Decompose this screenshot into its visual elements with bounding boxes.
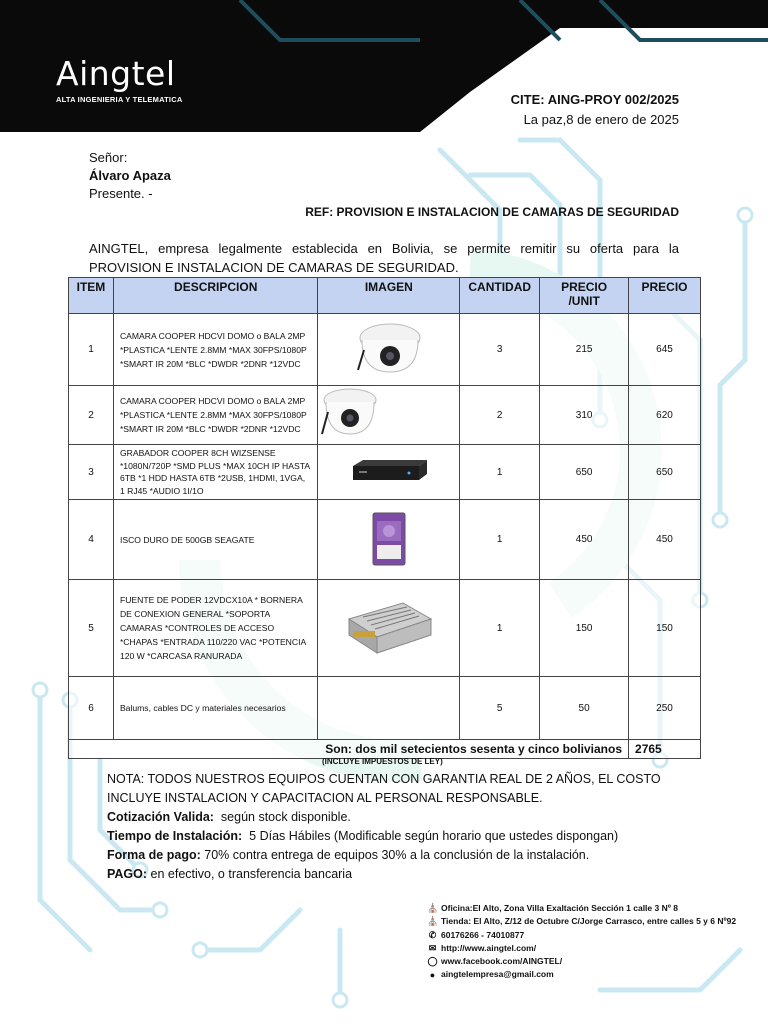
validity-line xyxy=(107,808,707,827)
dome-camera-image xyxy=(318,386,378,442)
validity-value: según stock disponible. xyxy=(220,810,351,824)
company-logo xyxy=(56,55,182,104)
cell-item: 4 xyxy=(69,500,114,580)
facebook-icon: ● xyxy=(429,969,436,980)
cell-precio-unit: 50 xyxy=(540,677,629,740)
store-text: Tienda: El Alto, Z/12 de Octubre C/Jorge Carrasco, entre calles 5 y 6 Nº92 xyxy=(441,916,737,927)
cell-imagen xyxy=(318,677,460,740)
intro-paragraph: AINGTEL, empresa legalmente establecida en Bolivia, se permite remitir su oferta para la PROVISION E INSTALACION DE CAMARAS DE SEGURIDAD. xyxy=(89,241,679,275)
terms-block xyxy=(107,770,707,884)
header-cantidad: CANTIDAD xyxy=(460,278,540,314)
cell-precio-unit: 215 xyxy=(540,314,629,386)
install-time-label: Tiempo de Instalación: xyxy=(107,829,243,843)
table-header-row xyxy=(69,278,701,314)
table-row xyxy=(69,314,701,386)
reference-line: REF: PROVISION E INSTALACION DE CAMARAS DE SEGURIDAD xyxy=(305,205,679,219)
dvr-recorder-image xyxy=(349,456,429,486)
pago-label: PAGO: xyxy=(107,867,148,881)
salutation: Señor: xyxy=(89,150,128,165)
contact-phone xyxy=(427,929,736,942)
total-value: 2765 xyxy=(629,740,701,759)
cell-descripcion: CAMARA COOPER HDCVI DOMO o BALA 2MP *PLASTICA *LENTE 2.8MM *MAX 30FPS/1080P *SMART IR 20M *BLC *DWDR *2DNR *12VDC xyxy=(113,314,318,386)
payment-label: Forma de pago: xyxy=(107,848,201,862)
cell-precio-unit: 150 xyxy=(540,580,629,677)
header-precio: PRECIO xyxy=(629,278,701,314)
payment-value: 70% contra entrega de equipos 30% a la conclusión de la instalación. xyxy=(204,848,590,862)
cell-item: 3 xyxy=(69,445,114,500)
power-supply-image xyxy=(343,597,435,657)
cell-imagen xyxy=(318,445,460,500)
contact-web xyxy=(427,942,736,955)
cell-precio-unit: 450 xyxy=(540,500,629,580)
cell-cantidad: 1 xyxy=(460,445,540,500)
contact-store xyxy=(427,915,736,928)
cell-precio: 250 xyxy=(629,677,701,740)
building-icon: ⛪ xyxy=(427,903,439,914)
mail-icon: ✉ xyxy=(428,943,437,954)
validity-label: Cotización Valida: xyxy=(107,810,214,824)
contact-facebook xyxy=(427,955,736,968)
web-text[interactable]: http://www.aingtel.com/ xyxy=(441,942,537,953)
cell-precio: 150 xyxy=(629,580,701,677)
cell-precio: 645 xyxy=(629,314,701,386)
globe-icon: ◯ xyxy=(427,956,438,967)
header-item: ITEM xyxy=(69,278,114,314)
building-icon: ⛪ xyxy=(427,916,439,927)
email-text[interactable]: aingtelempresa@gmail.com xyxy=(441,969,554,980)
cell-item: 2 xyxy=(69,386,114,445)
cell-descripcion: FUENTE DE PODER 12VDCX10A * BORNERA DE CONEXION GENERAL *SOPORTA CAMARAS *CONTROLES DE ACCESO *CHAPAS *ENTRADA 110/220 VAC *POTENCIA 120 W *CARCASA RANURADA xyxy=(113,580,318,677)
cell-precio-unit: 650 xyxy=(540,445,629,500)
cell-item: 6 xyxy=(69,677,114,740)
cell-imagen xyxy=(318,314,460,386)
cell-descripcion: GRABADOR COOPER 8CH WIZSENSE *1080N/720P *SMD PLUS *MAX 10CH IP HASTA 6TB *1 HDD HASTA 6TB *2USB, 1HDMI, 1VGA, 1 RJ45 *AUDIO 1I/1O xyxy=(113,445,318,500)
facebook-text[interactable]: www.facebook.com/AINGTEL/ xyxy=(441,956,563,967)
cell-cantidad: 5 xyxy=(460,677,540,740)
cell-descripcion: Balums, cables DC y materiales necesarios xyxy=(113,677,318,740)
cell-cantidad: 3 xyxy=(460,314,540,386)
office-text: Oficina:El Alto, Zona Villa Exaltación Sección 1 calle 3 Nº 8 xyxy=(441,903,678,913)
cell-cantidad: 1 xyxy=(460,580,540,677)
cell-item: 5 xyxy=(69,580,114,677)
pago-line xyxy=(107,865,707,884)
cell-imagen xyxy=(318,386,460,445)
table-row xyxy=(69,500,701,580)
header-imagen: IMAGEN xyxy=(318,278,460,314)
cite-reference: CITE: AING-PROY 002/2025 xyxy=(510,92,679,107)
payment-line xyxy=(107,846,707,865)
logo-tagline: ALTA INGENIERIA Y TELEMATICA xyxy=(56,95,183,104)
install-time-line xyxy=(107,827,707,846)
warranty-note: NOTA: TODOS NUESTROS EQUIPOS CUENTAN CON GARANTIA REAL DE 2 AÑOS, EL COSTO INCLUYE INSTALACION Y CAPACITACION AL PERSONAL RESPONSABLE. xyxy=(107,772,661,805)
cell-precio: 450 xyxy=(629,500,701,580)
presente-line: Presente. - xyxy=(89,186,153,201)
cell-cantidad: 1 xyxy=(460,500,540,580)
quote-table xyxy=(68,277,701,759)
logo-wordmark: Aingtel xyxy=(56,54,176,93)
contact-office xyxy=(427,902,736,915)
hard-drive-image xyxy=(369,511,409,567)
header-descripcion: DESCRIPCION xyxy=(113,278,318,314)
install-time-value: 5 Días Hábiles (Modificable según horario que ustedes dispongan) xyxy=(249,829,619,843)
cell-precio: 620 xyxy=(629,386,701,445)
cell-cantidad: 2 xyxy=(460,386,540,445)
header-precio-unit: PRECIO /UNIT xyxy=(540,278,629,314)
total-row xyxy=(69,740,701,759)
cell-imagen xyxy=(318,500,460,580)
pago-value: en efectivo, o transferencia bancaria xyxy=(150,867,353,881)
table-row xyxy=(69,386,701,445)
whatsapp-icon: ✆ xyxy=(428,929,437,940)
addressee-name: Álvaro Apaza xyxy=(89,168,171,183)
cell-item: 1 xyxy=(69,314,114,386)
contact-block xyxy=(427,902,736,982)
cell-precio-unit: 310 xyxy=(540,386,629,445)
table-row xyxy=(69,580,701,677)
document-date: La paz,8 de enero de 2025 xyxy=(523,112,679,127)
total-text: Son: dos mil setecientos sesenta y cinco bolivianos xyxy=(69,740,629,759)
table-row xyxy=(69,445,701,500)
addressee-block xyxy=(89,149,171,203)
dome-camera-image xyxy=(354,320,424,378)
cell-descripcion: CAMARA COOPER HDCVI DOMO o BALA 2MP *PLASTICA *LENTE 2.8MM *MAX 30FPS/1080P *SMART IR 20M *BLC *DWDR *2DNR *12VDC xyxy=(113,386,318,445)
contact-email xyxy=(427,968,736,981)
phone-text: 60176266 - 74010877 xyxy=(441,929,525,940)
table-row xyxy=(69,677,701,740)
cell-precio: 650 xyxy=(629,445,701,500)
cell-imagen xyxy=(318,580,460,677)
cell-descripcion: ISCO DURO DE 500GB SEAGATE xyxy=(113,500,318,580)
tax-note: (INCLUYE IMPUESTOS DE LEY) xyxy=(322,757,443,766)
